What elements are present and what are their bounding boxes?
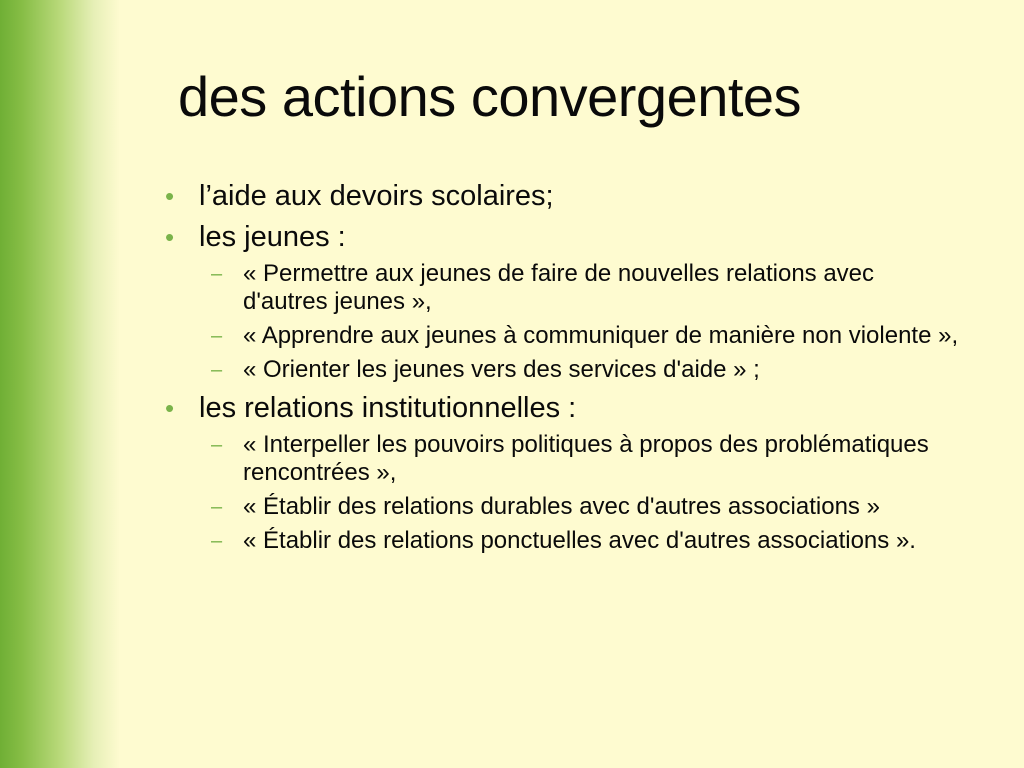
- sub-item: [165, 260, 965, 316]
- sub-text: « Apprendre aux jeunes à communiquer de manière non violente »,: [243, 322, 959, 349]
- sub-text: « Établir des relations durables avec d'autres associations »: [243, 493, 880, 520]
- sub-list: [165, 260, 965, 384]
- bullet-text: les relations institutionnelles :: [199, 392, 577, 424]
- sub-item: [165, 356, 965, 384]
- dash-icon: –: [211, 434, 223, 456]
- dash-icon: –: [211, 530, 223, 552]
- sub-text: « Permettre aux jeunes de faire de nouvelles relations avec d'autres jeunes »,: [243, 260, 875, 315]
- bullet-dot-icon: •: [165, 181, 175, 211]
- bullet-text: les jeunes :: [199, 221, 346, 253]
- sub-item: [165, 493, 965, 521]
- bullet-item: [165, 219, 965, 255]
- bullet-list: [165, 178, 965, 561]
- sub-list: [165, 431, 965, 555]
- bullet-dot-icon: •: [165, 393, 175, 423]
- dash-icon: –: [211, 263, 223, 285]
- dash-icon: –: [211, 496, 223, 518]
- sub-item: [165, 527, 965, 555]
- bullet-item: [165, 390, 965, 426]
- dash-icon: –: [211, 325, 223, 347]
- sub-text: « Établir des relations ponctuelles avec d'autres associations ».: [243, 527, 916, 554]
- bullet-text: l’aide aux devoirs scolaires;: [199, 180, 554, 212]
- bullet-item: [165, 178, 965, 214]
- sub-item: [165, 322, 965, 350]
- slide-title: des actions convergentes: [178, 65, 802, 128]
- sub-text: « Interpeller les pouvoirs politiques à propos des problématiques rencontrées »,: [243, 431, 929, 486]
- sub-item: [165, 431, 965, 487]
- dash-icon: –: [211, 359, 223, 381]
- sub-text: « Orienter les jeunes vers des services d'aide » ;: [243, 356, 760, 383]
- side-gradient-band: [0, 0, 120, 768]
- bullet-dot-icon: •: [165, 222, 175, 252]
